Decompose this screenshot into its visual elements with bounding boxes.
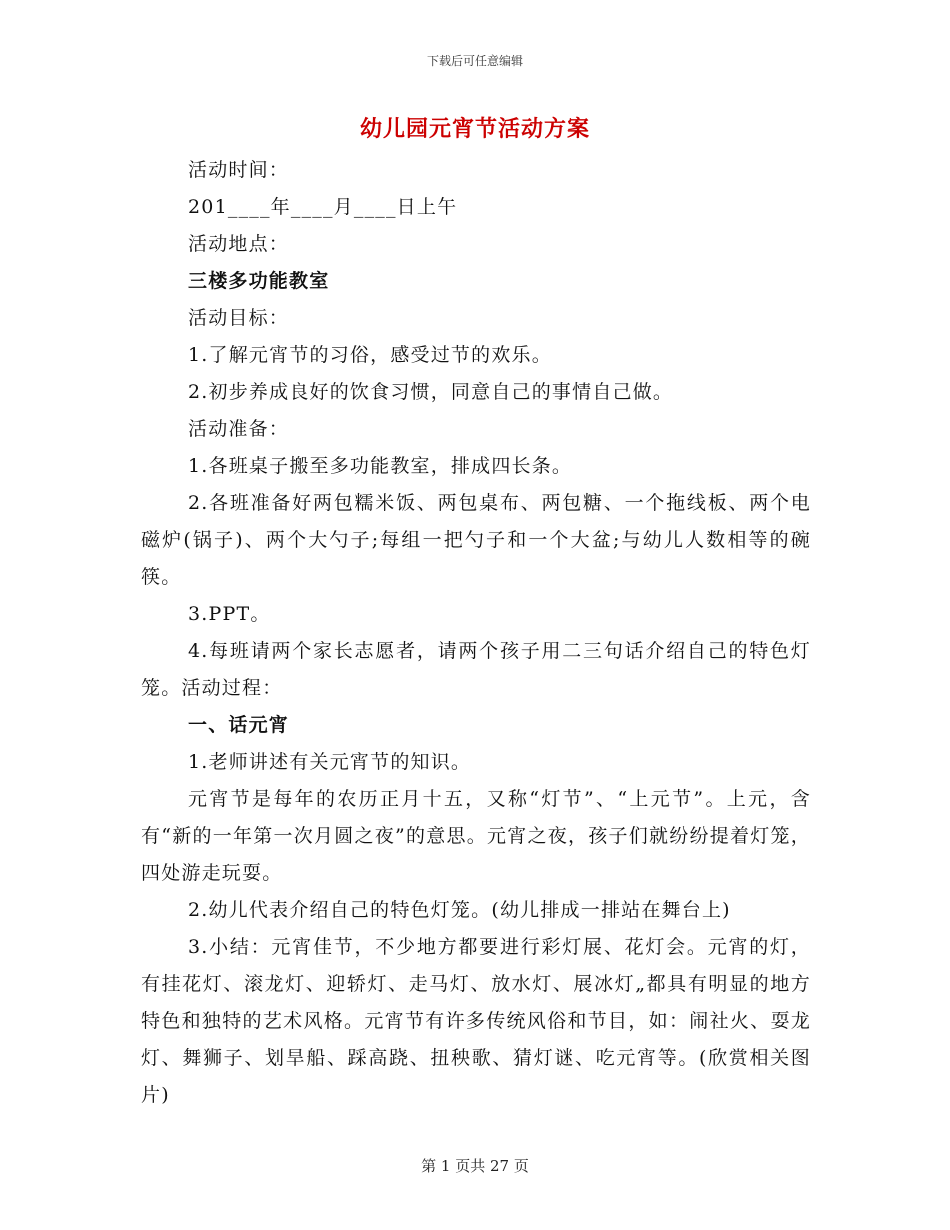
document-title: 幼儿园元宵节活动方案	[359, 116, 590, 142]
paragraph: 201____年____月____日上午	[188, 196, 458, 218]
paragraph: 4.每班请两个家长志愿者，请两个孩子用二三句话介绍自己的特色灯笼。活动过程：	[141, 640, 811, 699]
paragraph: 3.小结：元宵佳节，不少地方都要进行彩灯展、花灯会。元宵的灯，有挂花灯、滚龙灯、迎轿灯、走马灯、放水灯、展冰灯„都具有明显的地方特色和独特的艺术风格。元宵节有许多传统风俗和节目，如：闹社火、耍龙灯、舞狮子、划旱船、踩高跷、扭秧歌、猜灯谜、吃元宵等。(欣赏相关图片)	[141, 936, 811, 1106]
paragraph: 2.各班准备好两包糯米饭、两包桌布、两包糖、一个拖线板、两个电磁炉(锅子)、两个大勺子;每组一把勺子和一个大盆;与幼儿人数相等的碗筷。	[141, 492, 811, 588]
paragraph: 2.初步养成良好的饮食习惯，同意自己的事情自己做。	[188, 381, 674, 403]
paragraph: 2.幼儿代表介绍自己的特色灯笼。(幼儿排成一排站在舞台上)	[188, 899, 731, 921]
paragraph: 活动准备：	[188, 418, 290, 440]
paragraph: 一、话元宵	[188, 714, 290, 736]
document-body	[141, 152, 811, 1114]
paragraph: 1.各班桌子搬至多功能教室，排成四长条。	[188, 455, 573, 477]
paragraph: 1.了解元宵节的习俗，感受过节的欢乐。	[188, 344, 552, 366]
paragraph: 1.老师讲述有关元宵节的知识。	[188, 751, 472, 773]
paragraph: 活动地点：	[188, 233, 290, 255]
paragraph: 活动时间：	[188, 159, 290, 181]
paragraph: 三楼多功能教室	[188, 270, 330, 292]
page-footer: 第 1 页共 27 页	[421, 1157, 529, 1175]
paragraph: 3.PPT。	[188, 603, 271, 625]
page-header: 下载后可任意编辑	[426, 54, 523, 68]
paragraph: 活动目标：	[188, 307, 290, 329]
paragraph: 元宵节是每年的农历正月十五，又称“灯节”、“上元节”。上元，含有“新的一年第一次月圆之夜”的意思。元宵之夜，孩子们就纷纷提着灯笼，四处游走玩耍。	[141, 788, 811, 884]
